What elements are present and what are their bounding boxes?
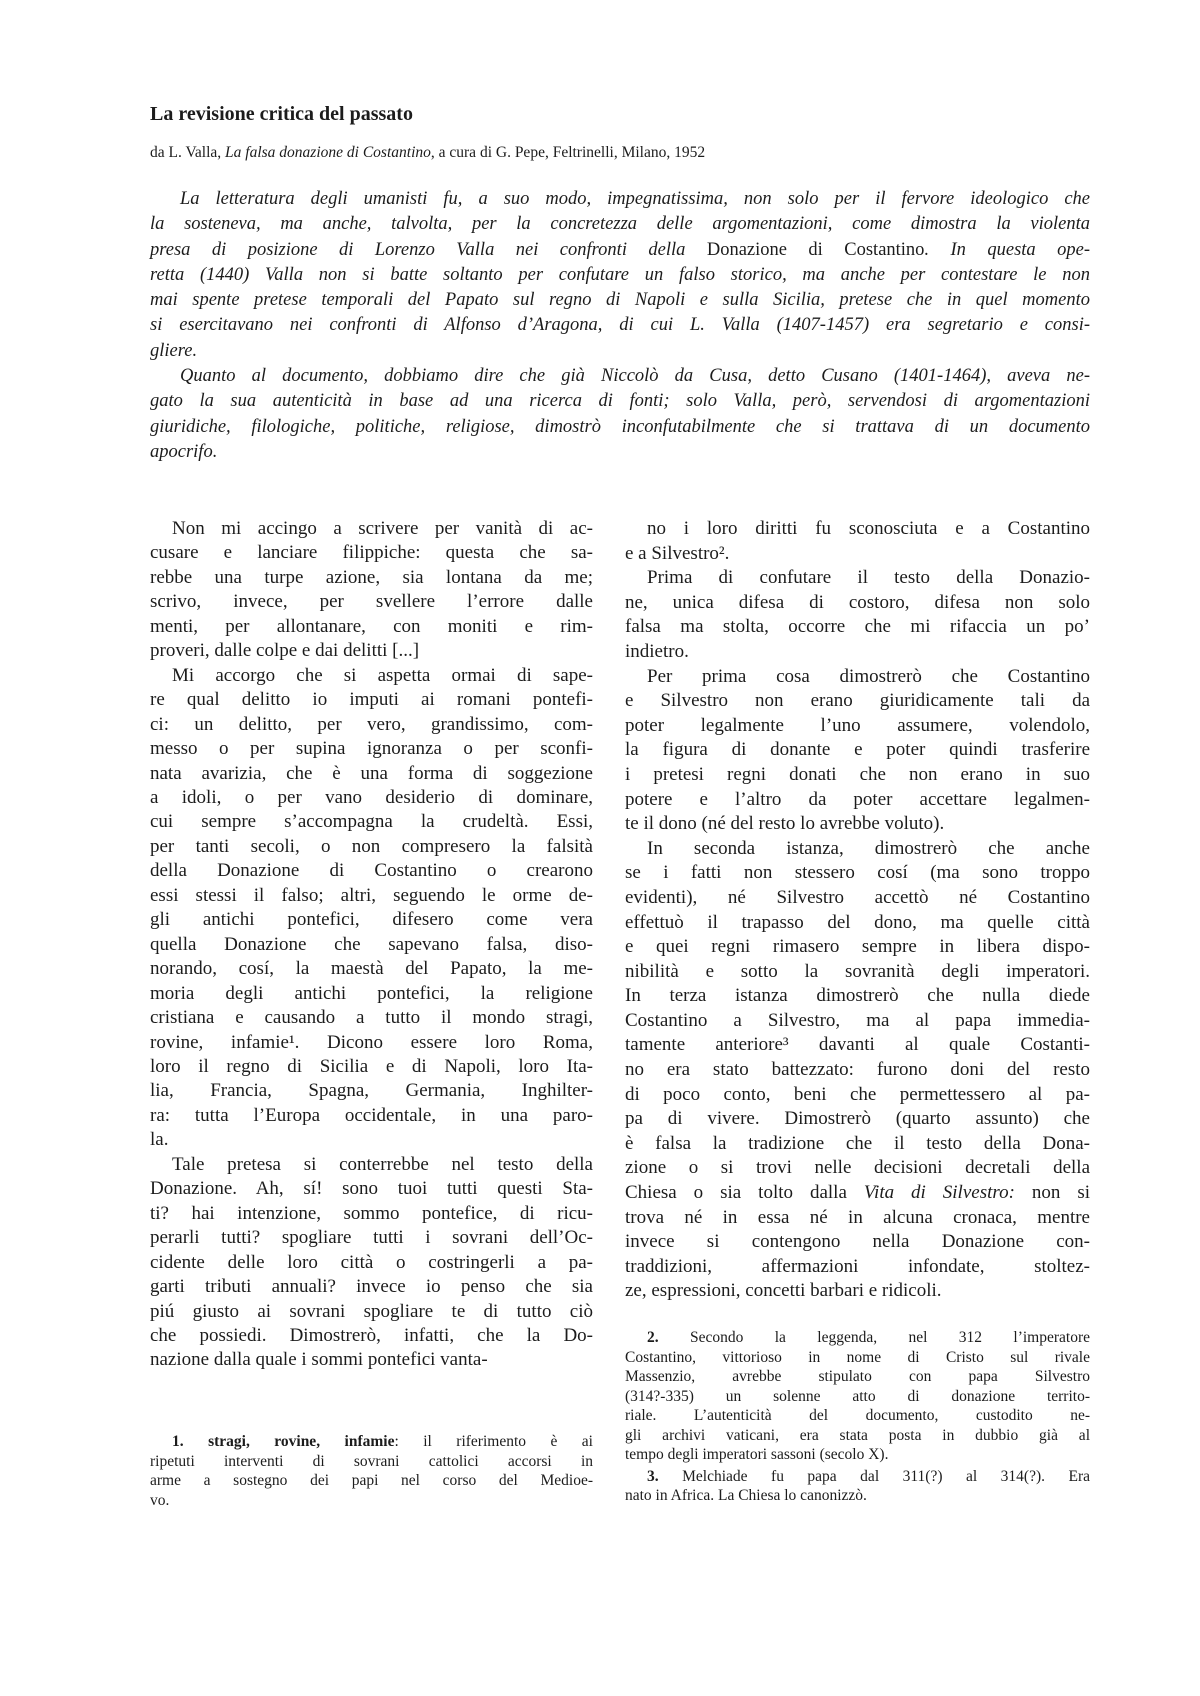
text-segment: presa di posizione di Lorenzo Valla nei confronti della [150, 239, 707, 260]
text-line: Donazione. Ah, sí! sono tuoi tutti questi Sta- [150, 1178, 593, 1200]
text-line: cidente delle loro città o costringerli a pa- [150, 1251, 593, 1273]
text-line: rebbe una turpe azione, sia lontana da me; [150, 566, 593, 588]
text-segment: Chiesa o sia tolto dalla [625, 1182, 864, 1204]
text-line: della Donazione di Costantino o crearono [150, 860, 593, 882]
text-line: tempo degli imperatori sassoni (secolo X). [625, 1446, 889, 1463]
text-line: ci: un delitto, per vero, grandissimo, com- [150, 713, 593, 735]
text-line: In terza istanza dimostrerò che nulla diede [625, 985, 1090, 1007]
text-line: mai spente pretese temporali del Papato sul regno di Napoli e sulla Sicilia, pretese che in quel momento [150, 290, 1090, 311]
text-line: cristiana e causando a tutto il mondo stragi, [150, 1007, 593, 1029]
paragraph [150, 664, 593, 1153]
source-work-title: La falsa donazione di Costantino [225, 144, 431, 161]
text-line: tamente anteriore³ davanti al quale Costanti- [625, 1034, 1090, 1056]
text-line: Per prima cosa dimostrerò che Costantino [647, 665, 1090, 687]
text-line: e Silvestro non erano giuridicamente tali da [625, 690, 1090, 712]
text-segment: 1. stragi, rovine, infamie [172, 1433, 395, 1450]
text-line: per tanti secoli, o non compresero la falsità [150, 835, 593, 857]
text-line: traddizioni, affermazioni infondate, stoltez- [625, 1255, 1090, 1277]
text-line [625, 1181, 1090, 1206]
text-line: retta (1440) Valla non si batte soltanto per confutare un falso storico, ma anche per contestare le non [150, 264, 1090, 285]
page-title: La revisione critica del passato [150, 103, 413, 125]
text-line [625, 1328, 1090, 1348]
text-line: norando, cosí, la maestà del Papato, la me- [150, 958, 593, 980]
text-line: moria degli antichi pontefici, la religione [150, 982, 593, 1004]
source-prefix: da L. Valla, [150, 144, 226, 161]
text-line: gli archivi vaticani, era stata posta in dubbio già al [625, 1426, 1090, 1444]
text-line: nazione dalla quale i sommi pontefici vanta- [150, 1349, 488, 1371]
text-segment: Secondo la leggenda, nel 312 l’imperatore [658, 1329, 1090, 1346]
text-line: la sosteneva, ma anche, talvolta, per la concretezza delle argomentazioni, come dimostra la violenta [150, 214, 1090, 235]
text-line: In seconda istanza, dimostrerò che anche [647, 837, 1090, 859]
text-line: pa di vivere. Dimostrerò (quarto assunto) che [625, 1108, 1090, 1130]
text-line: no era stato battezzato: furono doni del resto [625, 1059, 1090, 1081]
text-line: evidenti), né Silvestro accettò né Costantino [625, 886, 1090, 908]
text-line: Tale pretesa si conterrebbe nel testo della [172, 1153, 593, 1175]
introduction [150, 187, 1090, 465]
text-line: ne, unica difesa di costoro, difesa non solo [625, 591, 1090, 613]
text-line: nibilità e sotto la sovranità degli imperatori. [625, 960, 1090, 982]
text-line: cui sempre s’accompagna la crudeltà. Essi, [150, 811, 593, 833]
text-line: Costantino, vittorioso in nome di Cristo sul rivale [625, 1348, 1090, 1366]
text-line: potere e l’altro da poter accettare legalmen- [625, 788, 1090, 810]
text-line: scrivo, invece, per svellere l’errore dalle [150, 591, 593, 613]
text-line: lia, Francia, Spagna, Germania, Inghilter- [150, 1080, 593, 1102]
text-line: quella Donazione che sapevano falsa, diso- [150, 933, 593, 955]
text-line: ra: tutta l’Europa occidentale, in una paro- [150, 1104, 593, 1126]
text-line: giuridiche, filologiche, politiche, religiose, dimostrò inconfutabilmente che si trattava di un documento [150, 416, 1090, 437]
text-line: indietro. [625, 640, 689, 662]
text-line: ze, espressioni, concetti barbari e ridicoli. [625, 1280, 942, 1302]
text-line: si esercitavano nei confronti di Alfonso d’Aragona, di cui L. Valla (1407-1457) era segretario e consi- [150, 315, 1090, 336]
text-column-left [150, 517, 593, 1373]
text-segment: Melchiade fu papa dal 311(?) al 314(?). Era [658, 1467, 1090, 1485]
paragraph [625, 1328, 1090, 1465]
paragraph [150, 187, 1090, 364]
text-line: zione o si trovi nelle decisioni decretali della [625, 1157, 1090, 1179]
text-line: nato in Africa. La Chiesa lo canonizzò. [625, 1487, 867, 1504]
text-line: proveri, dalle colpe e dai delitti [...] [150, 640, 420, 662]
text-line: i pretesi regni donati che non erano in suo [625, 763, 1090, 785]
text-line: piú giusto ai sovrani spogliare te di tutto ciò [150, 1300, 593, 1322]
paragraph [625, 837, 1090, 1304]
source-suffix: , a cura di G. Pepe, Feltrinelli, Milano, 1952 [430, 144, 706, 161]
paragraph [150, 517, 593, 664]
text-line: loro il regno di Sicilia e di Napoli, loro Ita- [150, 1055, 593, 1077]
text-line: ripetuti interventi di sovrani cattolici accorsi in [150, 1452, 593, 1470]
text-line: cusare e lanciare filippiche: questa che sa- [150, 542, 593, 564]
text-column-right [625, 517, 1090, 1304]
text-line: menti, per allontanare, con moniti e rim- [150, 615, 593, 637]
text-segment: . In questa ope- [924, 239, 1090, 260]
paragraph [625, 1467, 1090, 1506]
text-segment: 3. [647, 1467, 659, 1485]
text-line [625, 1467, 1090, 1487]
text-line: e quei regni rimasero sempre in libera dispo- [625, 936, 1090, 958]
text-line: garti tributi annuali? invece io penso che sia [150, 1276, 593, 1298]
text-line: Quanto al documento, dobbiamo dire che già Niccolò da Cusa, detto Cusano (1401-1464), aveva ne- [180, 366, 1090, 387]
paragraph [625, 566, 1090, 664]
text-line: la figura di donante e poter quindi trasferire [625, 739, 1090, 761]
text-line: a idoli, o per vano desiderio di dominare, [150, 786, 593, 808]
text-line: effettuò il trapasso del dono, ma quelle città [625, 911, 1090, 933]
text-segment: 2. [647, 1329, 659, 1346]
text-line: Massenzio, avrebbe stipulato con papa Silvestro [625, 1368, 1090, 1385]
text-line: è falsa la tradizione che il testo della Dona- [625, 1132, 1090, 1154]
text-line: Prima di confutare il testo della Donazio- [647, 567, 1090, 589]
text-line: perarli tutti? spogliare tutti i sovrani dell’Oc- [150, 1227, 593, 1249]
text-line: vo. [150, 1491, 170, 1509]
text-line: di poco conto, beni che permettessero al pa- [625, 1083, 1090, 1105]
text-segment: non si [1014, 1182, 1090, 1204]
text-line: poter legalmente l’uno assumere, volendolo, [625, 714, 1090, 736]
text-line: trova né in essa né in alcuna cronaca, mentre [625, 1206, 1090, 1228]
paragraph [150, 364, 1090, 465]
footnotes-left [150, 1432, 593, 1510]
text-line: Mi accorgo che si aspetta ormai di sape- [172, 664, 593, 686]
text-segment: Vita di Silvestro: [863, 1182, 1015, 1204]
text-line [150, 238, 1090, 263]
paragraph [625, 517, 1090, 566]
text-line: La letteratura degli umanisti fu, a suo modo, impegnatissima, non solo per il fervore ideologico che [180, 189, 1090, 209]
text-line: essi stessi il falso; altri, seguendo le orme de- [150, 884, 593, 906]
text-line: riale. L’autenticità del documento, custodito ne- [625, 1407, 1090, 1424]
text-line: (314?-335) un solenne atto di donazione territo- [625, 1387, 1090, 1405]
text-line: Non mi accingo a scrivere per vanità di ac- [172, 518, 593, 539]
text-segment: Donazione di Costantino [706, 239, 925, 260]
text-line: arme a sostegno dei papi nel corso del Medioe- [150, 1472, 593, 1489]
text-line: rovine, infamie¹. Dicono essere loro Roma, [150, 1031, 593, 1053]
text-line: te il dono (né del resto lo avrebbe voluto). [625, 813, 945, 835]
paragraph [150, 1153, 593, 1373]
text-line: gato la sua autenticità in base ad una ricerca di fonti; solo Valla, però, servendosi di argomentazioni [150, 391, 1090, 412]
source-citation [150, 144, 705, 162]
text-line: gli antichi pontefici, difesero come vera [150, 909, 593, 931]
text-line: no i loro diritti fu sconosciuta e a Costantino [647, 518, 1090, 539]
footnotes-right [625, 1328, 1090, 1506]
text-line: invece si contengono nella Donazione con- [625, 1231, 1090, 1253]
text-line: apocrifo. [150, 441, 218, 462]
text-line: Costantino a Silvestro, ma al papa immedia- [625, 1009, 1090, 1031]
text-line: la. [150, 1129, 169, 1151]
paragraph [625, 665, 1090, 837]
text-line: ti? hai intenzione, sommo pontefice, di ricu- [150, 1202, 593, 1224]
text-line: che possiedi. Dimostrerò, infatti, che la Do- [150, 1324, 593, 1346]
text-line: re qual delitto io imputi ai romani pontefi- [150, 689, 593, 711]
paragraph [150, 1432, 593, 1510]
text-line: messo o per supina ignoranza o per sconfi- [150, 738, 593, 760]
text-line: gliere. [150, 340, 198, 361]
text-line: e a Silvestro². [625, 542, 730, 564]
text-line: nata avarizia, che è una forma di soggezione [150, 762, 593, 784]
text-line: falsa ma stolta, occorre che mi rifaccia un po’ [625, 616, 1090, 638]
text-segment: : il riferimento è ai [394, 1433, 593, 1450]
text-line: se i fatti non stessero cosí (ma sono troppo [625, 862, 1090, 884]
text-line [150, 1432, 593, 1452]
